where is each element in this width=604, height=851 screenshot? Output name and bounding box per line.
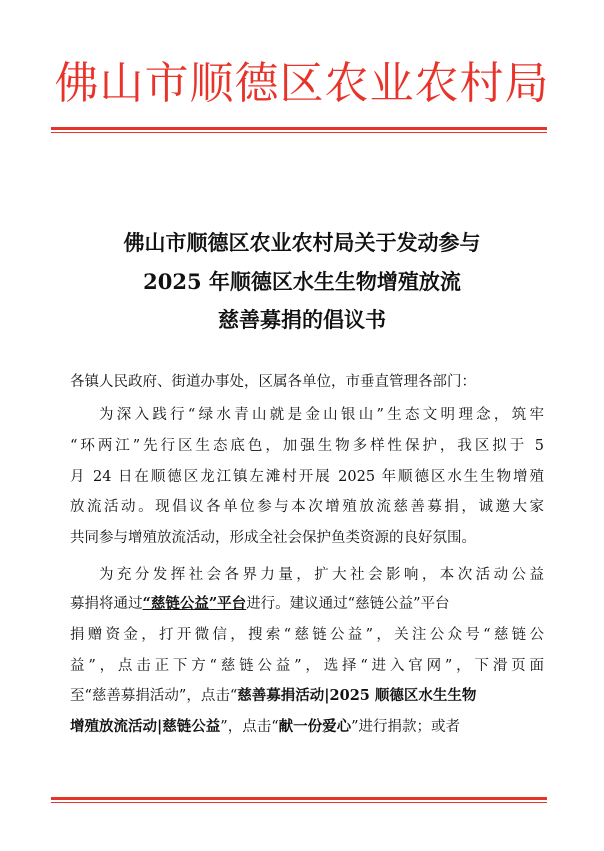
activity-name-emphasis: 慈善募捐活动|2025 顺德区水生生物 <box>237 687 477 704</box>
para1-line-2: “环两江”先行区生态底色，加强生物多样性保护，我区拟于 5 <box>70 438 544 454</box>
para2-line-2 <box>70 594 450 614</box>
para1-line-5: 共同参与增殖放流活动，形成全社会保护鱼类资源的良好氛围。 <box>70 530 476 546</box>
platform-name-emphasis: “慈链公益”平台 <box>142 595 247 612</box>
para2-line-3: 捐赠资金，打开微信，搜索“慈链公益”，关注公众号“慈链公 <box>70 627 544 643</box>
donate-button-name-emphasis: 献一份爱心 <box>278 718 352 735</box>
salutation: 各镇人民政府、街道办事处，区属各单位，市垂直管理各部门： <box>70 374 476 390</box>
footer-rule-thin <box>51 802 547 803</box>
para1-line-1: 为深入践行“绿水青山就是金山银山”生态文明理念，筑牢 <box>99 407 544 423</box>
document-title-line-3: 慈善募捐的倡议书 <box>218 307 386 332</box>
para2-line-6 <box>70 717 460 737</box>
letterhead-rule-thin <box>51 132 547 133</box>
para1-line-3: 月 24 日在顺德区龙江镇左滩村开展 2025 年顺德区水生生物增殖 <box>70 469 544 485</box>
para2-text: ”进行捐款；或者 <box>351 719 461 735</box>
document-title-line-2: 2025 年顺德区水生生物增殖放流 <box>143 269 461 294</box>
para2-text: ”，点击“ <box>220 719 279 735</box>
para2-text: 募捐将通过 <box>70 596 143 612</box>
para1-line-4: 放流活动。现倡议各单位参与本次增殖放流慈善募捐，诚邀大家 <box>70 499 544 515</box>
para2-line-1: 为充分发挥社会各界力量，扩大社会影响，本次活动公益 <box>99 567 544 583</box>
para2-line-4: 益”，点击正下方“慈链公益”，选择“进入官网”，下滑页面 <box>70 658 544 674</box>
letterhead-org-name: 佛山市顺德区农业农村局 <box>54 58 550 109</box>
para2-line-5 <box>70 686 476 706</box>
footer-rule-thick <box>51 797 547 800</box>
para2-text: 进行。建议通过“慈链公益”平台 <box>246 596 450 612</box>
para2-text: 至“慈善募捐活动”，点击“ <box>70 688 238 704</box>
letterhead-rule-thick <box>51 127 547 130</box>
document-title-line-1: 佛山市顺德区农业农村局关于发动参与 <box>123 230 481 255</box>
activity-name-emphasis-cont: 增殖放流活动|慈链公益 <box>70 718 221 735</box>
